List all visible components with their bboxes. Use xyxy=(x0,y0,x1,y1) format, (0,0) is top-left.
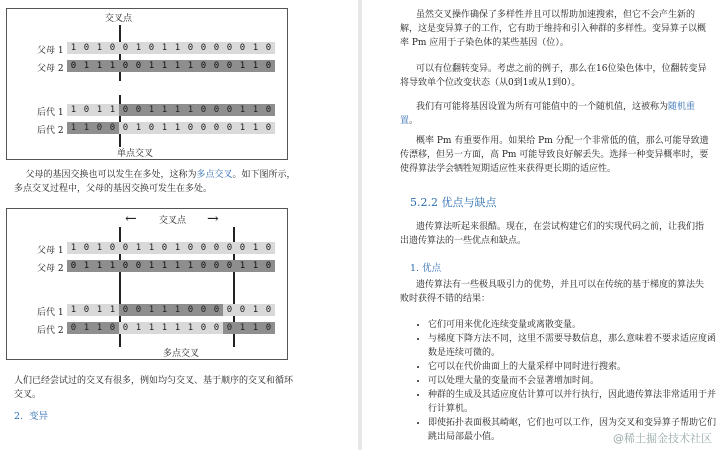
gene-bit: 0 xyxy=(223,122,236,134)
gene-bit: 1 xyxy=(171,260,184,272)
gene-bit: 0 xyxy=(132,260,145,272)
gene-bit: 0 xyxy=(223,322,236,334)
gene-bit: 0 xyxy=(93,122,106,134)
single-point-caption: 单点交叉 xyxy=(117,149,154,159)
gene-bit: 0 xyxy=(67,322,80,334)
gene-bit: 1 xyxy=(80,322,93,334)
gene-bit: 1 xyxy=(184,260,197,272)
gene-bit: 1 xyxy=(249,322,262,334)
gene-bit: 0 xyxy=(184,122,197,134)
gene-bit: 0 xyxy=(119,60,132,72)
gene-bit: 1 xyxy=(93,322,106,334)
right-page xyxy=(362,0,720,450)
gene-bit: 1 xyxy=(145,242,158,254)
gene-bit: 0 xyxy=(197,42,210,54)
gene-bit: 1 xyxy=(93,260,106,272)
gene-bit: 0 xyxy=(223,60,236,72)
gene-bit: 0 xyxy=(262,42,275,54)
gene-bit: 0 xyxy=(236,42,249,54)
gene-bit: 0 xyxy=(262,322,275,334)
gene-bit: 1 xyxy=(106,260,119,272)
gene-bit: 0 xyxy=(80,242,93,254)
paragraph-random-reset: 我们有可能将基因设置为所有可能值中的一个随机值，这被称为随机重置。 xyxy=(400,102,696,126)
arrow-left-icon: ← xyxy=(125,211,137,227)
row-label: 后代 1 xyxy=(37,308,64,318)
gene-bit: 1 xyxy=(249,122,262,134)
gene-bit: 0 xyxy=(210,304,223,316)
gene-bit: 0 xyxy=(67,260,80,272)
subsection-heading-pros: 1. 优点 xyxy=(410,263,442,274)
gene-bit: 1 xyxy=(145,322,158,334)
gene-bit: 0 xyxy=(145,122,158,134)
gene-bit: 1 xyxy=(171,322,184,334)
gene-bit: 1 xyxy=(236,122,249,134)
gene-bit: 1 xyxy=(106,304,119,316)
gene-bit: 0 xyxy=(132,60,145,72)
gene-bit: 0 xyxy=(197,304,210,316)
gene-bit: 0 xyxy=(158,242,171,254)
gene-bit: 0 xyxy=(223,304,236,316)
parent2-genes xyxy=(67,60,275,72)
watermark: @稀土掘金技术社区 xyxy=(613,432,712,445)
gene-bit: 1 xyxy=(158,304,171,316)
gene-bit: 1 xyxy=(184,60,197,72)
row-label: 后代 1 xyxy=(37,108,64,118)
gene-bit: 0 xyxy=(119,322,132,334)
gene-bit: 0 xyxy=(80,304,93,316)
gene-bit: 0 xyxy=(197,104,210,116)
gene-bit: 1 xyxy=(67,104,80,116)
gene-bit: 0 xyxy=(197,260,210,272)
gene-bit: 1 xyxy=(67,122,80,134)
gene-bit: 1 xyxy=(67,242,80,254)
gene-bit: 0 xyxy=(262,260,275,272)
left-page xyxy=(0,0,358,450)
gene-bit: 0 xyxy=(197,242,210,254)
paragraph-pros-cons-intro: 遗传算法听起来很酷。现在，在尝试构建它们的实现代码之前，让我们指出遗传算法的一些优点和缺点。 xyxy=(400,222,705,246)
gene-bit: 1 xyxy=(132,322,145,334)
gene-bit: 0 xyxy=(223,42,236,54)
multi-point-crossover-figure xyxy=(6,208,288,360)
row-label: 后代 2 xyxy=(37,326,64,336)
gene-bit: 0 xyxy=(210,242,223,254)
section-heading-pros-cons: 5.2.2 优点与缺点 xyxy=(410,196,497,209)
gene-bit: 0 xyxy=(262,304,275,316)
gene-bit: 0 xyxy=(262,104,275,116)
gene-bit: 0 xyxy=(210,260,223,272)
gene-bit: 1 xyxy=(184,104,197,116)
gene-bit: 1 xyxy=(249,104,262,116)
gene-bit: 1 xyxy=(171,122,184,134)
gene-bit: 1 xyxy=(171,42,184,54)
gene-bit: 1 xyxy=(145,104,158,116)
gene-bit: 1 xyxy=(236,322,249,334)
gene-bit: 1 xyxy=(158,104,171,116)
gene-bit: 1 xyxy=(171,60,184,72)
gene-bit: 0 xyxy=(262,60,275,72)
gene-bit: 0 xyxy=(197,60,210,72)
gene-bit: 0 xyxy=(223,242,236,254)
offspring2-genes xyxy=(67,322,275,334)
gene-bit: 0 xyxy=(80,104,93,116)
gene-bit: 0 xyxy=(145,42,158,54)
gene-bit: 0 xyxy=(119,260,132,272)
gene-bit: 1 xyxy=(145,260,158,272)
gene-bit: 1 xyxy=(236,260,249,272)
random-reset-link[interactable]: 随机重置 xyxy=(400,102,696,126)
offspring1-genes xyxy=(67,104,275,116)
gene-bit: 1 xyxy=(67,304,80,316)
row-label: 后代 2 xyxy=(37,126,64,136)
gene-bit: 0 xyxy=(106,242,119,254)
row-label: 父母 2 xyxy=(37,264,64,274)
row-label: 父母 2 xyxy=(37,64,64,74)
gene-bit: 0 xyxy=(119,304,132,316)
gene-bit: 0 xyxy=(236,304,249,316)
gene-bit: 1 xyxy=(249,42,262,54)
gene-bit: 0 xyxy=(210,42,223,54)
offspring2-genes xyxy=(67,122,275,134)
gene-bit: 1 xyxy=(132,42,145,54)
gene-bit: 0 xyxy=(223,104,236,116)
parent1-genes xyxy=(67,42,275,54)
gene-bit: 0 xyxy=(197,322,210,334)
crossover-point-label: 交叉点 xyxy=(159,216,187,226)
list-item: • 可以处理大量的变量而不会显著增加时间。 xyxy=(428,374,720,388)
gene-bit: 0 xyxy=(184,242,197,254)
gene-bit: 0 xyxy=(119,104,132,116)
arrow-right-icon: → xyxy=(207,211,219,227)
gene-bit: 0 xyxy=(262,122,275,134)
gene-bit: 1 xyxy=(93,60,106,72)
gene-bit: 1 xyxy=(80,122,93,134)
gene-bit: 0 xyxy=(132,104,145,116)
paragraph-pros-intro: 遗传算法有一些极具吸引力的优势，并且可以在传统的基于梯度的算法失败时获得不错的结果： xyxy=(400,280,705,304)
gene-bit: 0 xyxy=(106,122,119,134)
gene-bit: 1 xyxy=(171,304,184,316)
gene-bit: 0 xyxy=(262,242,275,254)
gene-bit: 1 xyxy=(145,304,158,316)
section-mutation-heading[interactable]: 2. 变异 xyxy=(14,411,49,422)
gene-bit: 1 xyxy=(158,322,171,334)
offspring1-genes xyxy=(67,304,275,316)
paragraph-bit-flip: 可以有位翻转变异。考虑之前的例子，那么在16位染色体中，位翻转变异将导致单个位改变状态（从0到1或从1到0）。 xyxy=(400,64,707,88)
single-point-crossover-figure xyxy=(6,8,288,160)
gene-bit: 0 xyxy=(80,42,93,54)
gene-bit: 1 xyxy=(132,242,145,254)
gene-bit: 0 xyxy=(119,42,132,54)
gene-bit: 1 xyxy=(184,322,197,334)
row-label: 父母 1 xyxy=(37,246,64,256)
paragraph-other-crossovers: 人们已经尝试过的交叉有很多，例如均匀交叉、基于顺序的交叉和循环交叉。 xyxy=(14,376,294,400)
paragraph-probability: 概率 Pm 有重要作用。如果给 Pm 分配一个非常低的值，那么可能导致遗传漂移，但另一方面，高 Pm 可能导致良好解丢失。选择一种变异概率时，要使得算法学会牺牲短期适应性来获得更长期的适应性。 xyxy=(400,136,709,174)
multi-point-caption: 多点交叉 xyxy=(163,349,200,359)
gene-bit: 1 xyxy=(158,42,171,54)
gene-bit: 0 xyxy=(106,322,119,334)
gene-bit: 1 xyxy=(158,122,171,134)
gene-bit: 1 xyxy=(249,304,262,316)
gene-bit: 0 xyxy=(67,60,80,72)
gene-bit: 1 xyxy=(236,60,249,72)
gene-bit: 1 xyxy=(93,242,106,254)
gene-bit: 1 xyxy=(93,104,106,116)
gene-bit: 1 xyxy=(93,304,106,316)
gene-bit: 1 xyxy=(93,42,106,54)
list-item: • 它们可用来优化连续变量或离散变量。 xyxy=(428,318,720,332)
gene-bit: 0 xyxy=(184,42,197,54)
gene-bit: 0 xyxy=(197,122,210,134)
gene-bit: 1 xyxy=(145,60,158,72)
gene-bit: 1 xyxy=(249,260,262,272)
list-item: • 它可以在代价曲面上的大量采样中同时进行搜索。 xyxy=(428,360,720,374)
multipoint-link[interactable]: 多点交叉 xyxy=(196,170,233,180)
gene-bit: 1 xyxy=(249,60,262,72)
gene-bit: 1 xyxy=(158,260,171,272)
gene-bit: 0 xyxy=(223,260,236,272)
list-item: • 种群的生成及其适应度估计算可以并行执行，因此遗传算法非常适用于并行计算机。 xyxy=(428,388,720,416)
gene-bit: 0 xyxy=(236,242,249,254)
gene-bit: 0 xyxy=(210,104,223,116)
gene-bit: 1 xyxy=(236,104,249,116)
gene-bit: 1 xyxy=(67,42,80,54)
gene-bit: 1 xyxy=(171,104,184,116)
gene-bit: 1 xyxy=(158,60,171,72)
gene-bit: 0 xyxy=(119,242,132,254)
crossover-point-label: 交叉点 xyxy=(105,14,133,24)
gene-bit: 0 xyxy=(184,304,197,316)
gene-bit: 0 xyxy=(119,122,132,134)
list-item: • 与梯度下降方法不同，这里不需要导数信息，那么意味着不要求适应度函数是连续可微的。 xyxy=(428,332,720,360)
gene-bit: 0 xyxy=(210,60,223,72)
gene-bit: 0 xyxy=(210,122,223,134)
gene-bit: 1 xyxy=(132,122,145,134)
paragraph-multipoint: 父母的基因交换也可以发生在多处，这称为多点交叉。如下图所示，多点交叉过程中，父母的基因交换可发生在多处。 xyxy=(14,170,296,194)
gene-bit: 1 xyxy=(106,104,119,116)
gene-bit: 1 xyxy=(249,242,262,254)
parent2-genes xyxy=(67,260,275,272)
gene-bit: 0 xyxy=(210,322,223,334)
gene-bit: 1 xyxy=(80,60,93,72)
gene-bit: 0 xyxy=(106,42,119,54)
crossover-line-bottom xyxy=(119,95,121,147)
parent1-genes xyxy=(67,242,275,254)
list-item: • 即使拓扑表面极其崎岖，它们也可以工作，因为交叉和变异算子帮助它们跳出局部最小值。 xyxy=(428,416,720,444)
gene-bit: 1 xyxy=(106,60,119,72)
row-label: 父母 1 xyxy=(37,46,64,56)
paragraph-mutation-intro: 虽然交叉操作确保了多样性并且可以帮助加速搜索，但它不会产生新的解，这是变异算子的工作，它有助于维持和引入种群的多样性。变异算子以概率 Pm 应用于子染色体的某些基因（位）。 xyxy=(400,10,707,48)
gene-bit: 0 xyxy=(132,304,145,316)
gene-bit: 1 xyxy=(80,260,93,272)
gene-bit: 1 xyxy=(171,242,184,254)
pros-list xyxy=(414,318,720,444)
